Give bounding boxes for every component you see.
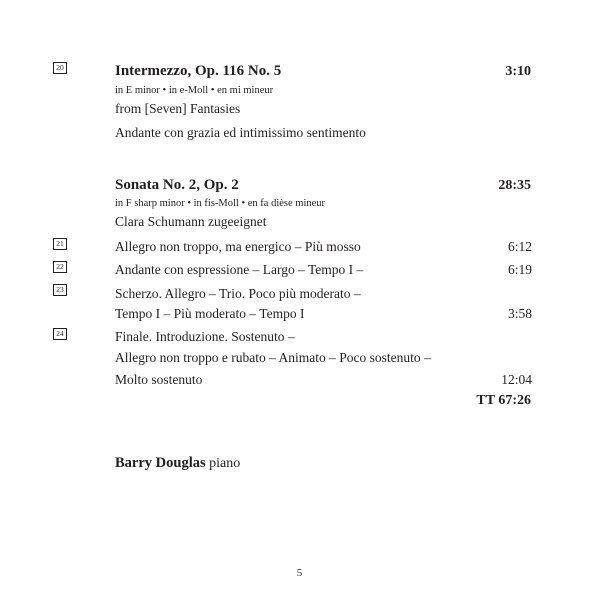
- work-duration-sonata: 28:35: [498, 178, 531, 193]
- movement-line: Tempo I – Più moderato – Tempo I: [115, 306, 305, 321]
- movement-line: Scherzo. Allegro – Trio. Poco più moderato –: [115, 286, 361, 301]
- performer-credit: [115, 455, 240, 472]
- movement-line: Andante con espressione – Largo – Tempo I –: [115, 262, 364, 277]
- performer-instrument: piano: [209, 456, 241, 471]
- track-number-23: 23: [53, 284, 67, 296]
- track-number-20: 20: [53, 62, 67, 74]
- track-number-22: 22: [53, 261, 67, 273]
- work-source-intermezzo: from [Seven] Fantasies: [115, 101, 241, 116]
- movement-line: Allegro non troppo e rubato – Animato – Poco sostenuto –: [115, 350, 431, 365]
- movement-duration: 6:12: [507, 239, 532, 254]
- work-dedication-sonata: Clara Schumann zugeeignet: [115, 214, 267, 229]
- track-number-21: 21: [53, 238, 67, 250]
- page-number: 5: [296, 567, 303, 579]
- track-number-24: 24: [53, 328, 67, 340]
- movement-line: Molto sostenuto: [115, 372, 203, 387]
- movement-duration: 6:19: [507, 262, 532, 277]
- movement-duration: 3:58: [507, 306, 532, 321]
- movement-line: Finale. Introduzione. Sostenuto –: [115, 329, 295, 344]
- work-tempo-intermezzo: Andante con grazia ed intimissimo sentimento: [115, 125, 366, 140]
- work-keys-intermezzo: in E minor • in e-Moll • en mi mineur: [115, 85, 274, 96]
- movement-duration: 12:04: [501, 372, 532, 387]
- work-title-intermezzo: Intermezzo, Op. 116 No. 5: [115, 63, 282, 79]
- work-title-sonata: Sonata No. 2, Op. 2: [115, 177, 239, 193]
- performer-name: Barry Douglas: [115, 455, 206, 471]
- total-time: TT 67:26: [476, 393, 531, 408]
- movement-line: Allegro non troppo, ma energico – Più mosso: [115, 239, 361, 254]
- work-duration-intermezzo: 3:10: [505, 64, 531, 79]
- work-keys-sonata: in F sharp minor • in fis-Moll • en fa dièse mineur: [115, 198, 326, 209]
